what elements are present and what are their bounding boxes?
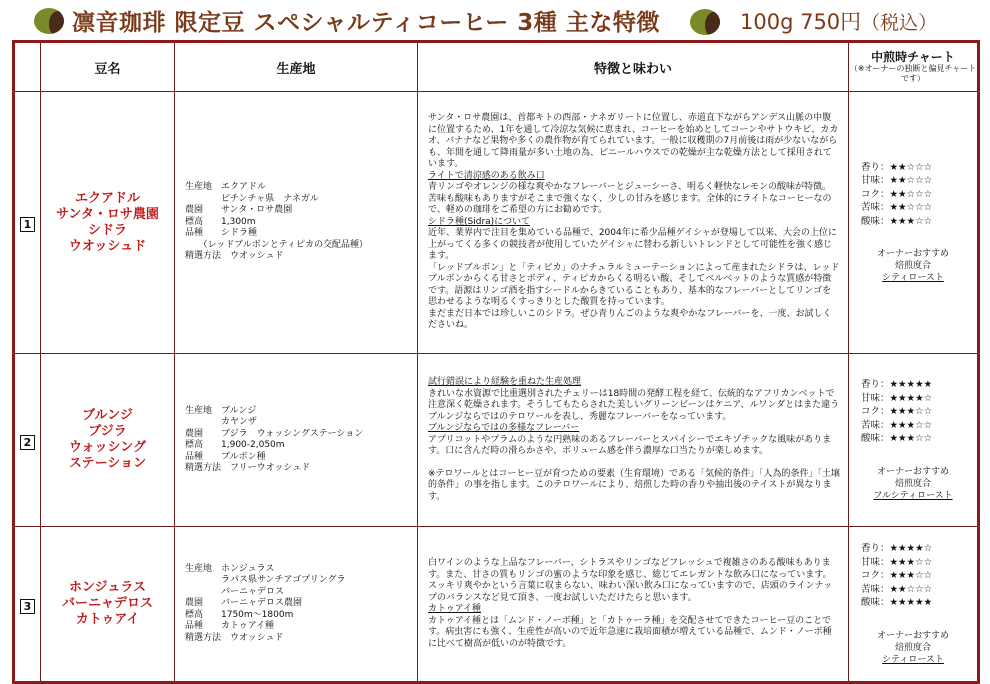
rating-row (861, 569, 977, 583)
rating-label: コク： (861, 570, 890, 582)
rec-sub: 焙煎度合 (894, 642, 931, 653)
header-num (14, 42, 41, 92)
rating-stars: ★★★☆☆ (889, 570, 933, 582)
header-flavor: 特徴と味わい (418, 42, 849, 92)
bean-number-cell (14, 527, 41, 683)
rec-sub: 焙煎度合 (894, 478, 931, 489)
header-origin: 生産地 (175, 42, 418, 92)
price-label (740, 6, 937, 36)
chart-cell (849, 354, 979, 527)
bean-number: 2 (20, 435, 35, 450)
bean-name-line: ステーション (68, 456, 147, 471)
rating-row (861, 542, 977, 556)
bean-name-cell (41, 354, 175, 527)
tax-note: （税込） (861, 12, 938, 34)
desc-heading: 試行錯誤により経験を重ねた生産処理 (428, 377, 582, 387)
table-row (14, 354, 979, 527)
desc-paragraph: カトゥアイ種とは「ムンド・ノーボ種」と「カトゥーラ種」を交配させてできたコーヒー豆のことです。病虫害にも強く、生産性が高いので近年急速に栽培面積が増えている品種で、ムンド・ノーボ種に比べて樹高が低いのが特徴です。 (428, 615, 832, 649)
header-name: 豆名 (41, 42, 175, 92)
rating-label: 香り： (861, 379, 890, 391)
rating-row (861, 201, 977, 215)
bean-number-cell (14, 354, 41, 527)
bean-name-line: ブルンジ (82, 408, 133, 423)
chart-cell (849, 527, 979, 683)
rec-label: オーナーおすすめ (876, 249, 950, 260)
rating-stars: ★★★★★ (889, 379, 933, 391)
rating-label: 香り： (861, 161, 890, 173)
table-row (14, 527, 979, 683)
desc-paragraph: アプリコットやプラムのような円熟味のあるフレーバーとスパイシーでエキゾチックな風味があります。口に含んだ時の滑らかさや、ボリューム感を伴う濃厚な口当たりが楽しめます。 (428, 434, 832, 456)
bean-name-line: ウオッシュド (68, 238, 147, 254)
rating-row (861, 556, 977, 570)
price-value: 100g 750円 (740, 10, 862, 34)
bean-table (12, 40, 980, 684)
bean-number: 3 (20, 599, 35, 614)
rating-stars: ★★☆☆☆ (889, 202, 933, 214)
bean-name-line: ホンジュラス (68, 580, 147, 595)
table-row (14, 92, 979, 354)
rating-label: 苦味： (861, 583, 890, 595)
rating-label: 甘味： (861, 556, 890, 568)
rating-stars: ★★★★☆ (889, 543, 933, 555)
rating-row (861, 419, 977, 433)
bean-name-line: サンタ・ロサ農園 (56, 206, 159, 222)
desc-paragraph: きれいな水資源で比重選別されたチェリーは18時間の発酵工程を経て、伝統的なアフリカンベットで注意深く乾燥されます。そうしてもたらされた美しいグリーンビーンはケニア、ルワンダとはまた違うブルンジならではのテロワールを表し、秀麗なフレーバーをなっています。 (428, 388, 840, 422)
bean-name-cell (41, 92, 175, 354)
desc-heading: シドラ種(Sidra)について (428, 216, 530, 227)
coffee-bean-icon (690, 9, 720, 35)
rating-label: コク： (861, 406, 890, 418)
page-title: 凛音珈琲 限定豆 スペシャルティコーヒー 3種 主な特徴 (72, 10, 660, 36)
flavor-cell (418, 92, 849, 354)
rating-row (861, 392, 977, 406)
rating-label: 苦味： (861, 419, 890, 431)
desc-gap (428, 458, 840, 469)
bean-name-line: エクアドル (74, 190, 140, 206)
rating-row (861, 161, 977, 175)
desc-paragraph: 白ワインのような上品なフレーバー、シトラスやリンゴなどフレッシュで複雑さのある酸味もあります。また、甘さの質もリンゴの蜜のような印象を感じ、総じてエレガントな飲み口になっています。スッキリ爽やかという言葉に収まらない、味わい深い飲み口になっていますので、店頭のラインナップのバランスなど見て頂き、一度お試しいただけたらと思います。 (428, 558, 833, 603)
bean-name-line: ウォッシング (69, 440, 146, 455)
rating-list (849, 378, 977, 446)
rating-stars: ★★☆☆☆ (889, 175, 933, 187)
flavor-cell (418, 354, 849, 527)
rating-stars: ★★★★☆ (889, 392, 933, 404)
rating-row (861, 378, 977, 392)
rating-row (861, 188, 977, 202)
rec-label: オーナーおすすめ (876, 630, 950, 641)
rating-label: 酸味： (861, 433, 890, 445)
bean-name-line: シドラ (87, 222, 127, 238)
rating-row (861, 583, 977, 597)
flavor-cell (418, 527, 849, 683)
rating-row (861, 432, 977, 446)
rating-row (861, 405, 977, 419)
bean-name-line: カトゥアイ (75, 612, 140, 627)
desc-paragraph: ※テロワールとはコーヒー豆が育つための要素（生育環境）である「気候的条件」「人為的条件」「土壌的条件」の事を指します。このテロワールにより、焙煎した時の香りや抽出後のテイストが異なります。 (428, 468, 841, 502)
bean-name-cell (41, 527, 175, 683)
desc-paragraph: 「レッドブルボン」と「ティピカ」のナチュラルミューテーションによって産まれたシドラは、レッドブルボンからくる甘さとボディ、ティピカからくる明るい酸、そしてベルベットのような質感が特徴です。語源はリンゴ酒を指すシードルからきていることもあり、基本的なフレーバーとしてリンゴを思わせるような明るくすっきりとした酸質を持っています。 (428, 262, 840, 308)
rating-stars: ★★★☆☆ (889, 215, 933, 227)
rating-row (861, 174, 977, 188)
desc-paragraph: サンタ・ロサ農園は、首都キトの西部・ナネガリートに位置し、赤道直下ながらアンデス山脈の中腹に位置するため、1年を通して冷涼な気候に恵まれ、コーヒーを始めとしてコーンやサトウキビ、カカオ、バナナなど果物や多くの農作物が育てられています。一般に収穫期の7月前後は雨が少ないながらも、年間を通して降雨量が多い土地の為、ビニールハウスでの乾燥が主な乾燥方法として採用されています。 (428, 113, 839, 170)
rating-stars: ★★☆☆☆ (889, 583, 933, 595)
roast-recommendation (849, 466, 977, 502)
bean-number: 1 (20, 217, 35, 232)
desc-heading: ブルンジならではの多様なフレーバー (428, 423, 580, 433)
coffee-bean-icon (34, 8, 64, 34)
desc-heading: カトゥアイ種 (428, 604, 481, 614)
rating-stars: ★★★☆☆ (889, 556, 933, 568)
roast-recommendation (849, 248, 977, 284)
bean-name-line: バーニャデロス (61, 596, 153, 611)
rating-label: 苦味： (861, 202, 890, 214)
rating-stars: ★★★★★ (889, 597, 933, 609)
desc-heading: ライトで清涼感のある飲み口 (428, 170, 545, 181)
rec-label: オーナーおすすめ (876, 466, 950, 477)
rating-stars: ★★★☆☆ (889, 419, 933, 431)
desc-paragraph: まだまだ日本では珍しいこのシドラ。ぜひ青りんごのような爽やかなフレーバーを、一度、お試しくださいね。 (428, 308, 832, 331)
roast-level: シティロースト (882, 654, 944, 665)
rec-sub: 焙煎度合 (894, 261, 931, 272)
chart-cell (849, 92, 979, 354)
header-chart-title: 中煎時チャート (871, 49, 955, 64)
rating-row (861, 596, 977, 610)
rating-label: コク： (861, 188, 890, 200)
rating-label: 酸味： (861, 597, 890, 609)
rating-row (861, 215, 977, 229)
table-header-row (14, 42, 979, 92)
rating-label: 香り： (861, 543, 890, 555)
rating-label: 甘味： (861, 392, 890, 404)
rating-stars: ★★★☆☆ (889, 433, 933, 445)
bean-name-line: ブジラ (88, 424, 127, 439)
rating-list (849, 161, 977, 229)
rating-list (849, 542, 977, 610)
rating-stars: ★★☆☆☆ (889, 161, 933, 173)
bean-number-cell (14, 92, 41, 354)
origin-cell: 生産地 ホンジュラス ラパス県サンチアゴプリングラ バーニャデロス 農園 バーニャデロス農園 標高 1750m〜1800m 品種 カトゥアイ種 精選方法 ウオッシュド (175, 527, 418, 683)
header-chart (849, 42, 979, 92)
origin-cell: 生産地 ブルンジ カヤンザ 農園 ブジラ ウォッシングステーション 標高 1,900-2,050m 品種 ブルボン種 精選方法 フリーウオッシュド (175, 354, 418, 527)
rating-label: 甘味： (861, 175, 890, 187)
origin-cell: 生産地 エクアドル ピチンチャ県 ナネガル 農園 サンタ・ロサ農園 標高 1,300m 品種 シドラ種 （レッドブルボンとティピカの交配品種） 精選方法 ウオッシュド (175, 92, 418, 354)
roast-level: シティロースト (882, 273, 944, 284)
header-chart-note: （※オーナーの独断と偏見チャートです） (849, 63, 977, 83)
desc-paragraph: 青リンゴやオレンジの様な爽やかなフレーバーとジューシーさ、明るく軽快なレモンの酸味が特徴。苦味も酸味もありますがそこまで強くなく、少しの甘みを感じます。全体的にライトなコーヒーなので、軽めの珈琲をご希望の方にお勧めです。 (428, 182, 832, 216)
rating-stars: ★★☆☆☆ (889, 188, 933, 200)
roast-recommendation (849, 630, 977, 666)
page-header (0, 0, 990, 38)
desc-paragraph: 近年、業界内で注目を集めている品種で、2004年に希少品種ゲイシャが登場して以来、大会の上位に上がってくる多くの競技者が使用していたゲイシャに替わる新しいトレンドとして可能性を強く感じます。 (428, 228, 837, 262)
rating-label: 酸味： (861, 215, 890, 227)
rating-stars: ★★★☆☆ (889, 406, 933, 418)
roast-level: フルシティロースト (873, 490, 953, 501)
